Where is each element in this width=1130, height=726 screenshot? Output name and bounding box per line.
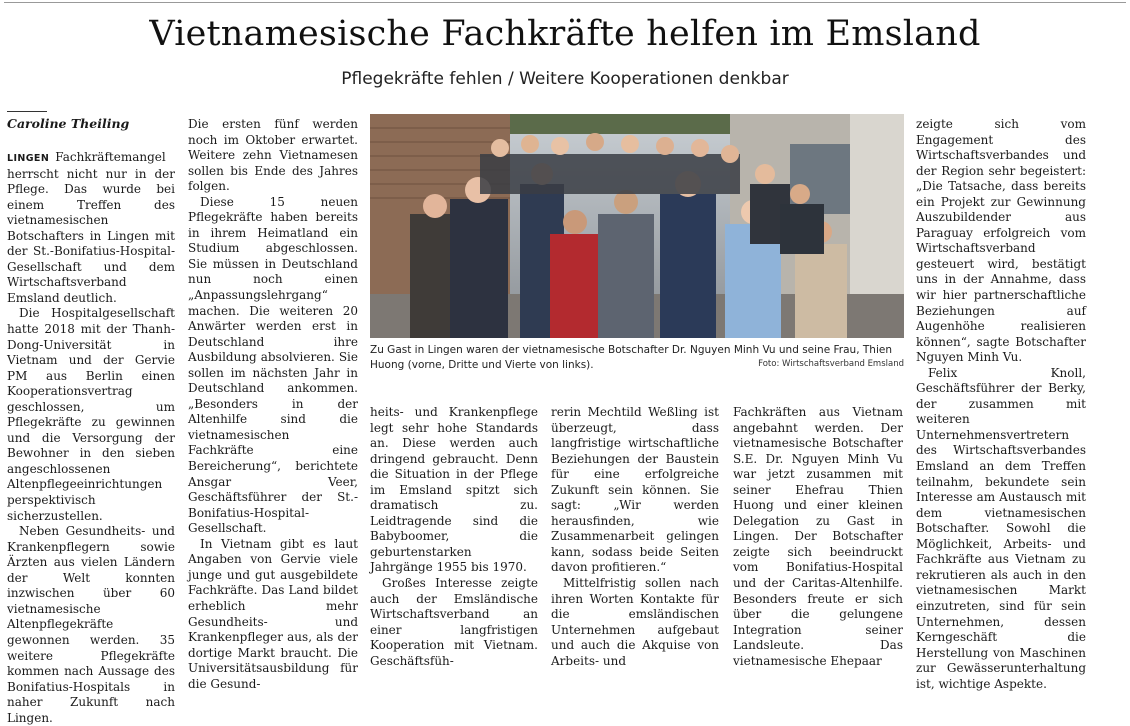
paragraph: LINGEN Fachkräftemangel herrscht nicht nur in der Pflege. Das wurde bei einem Treffen des vietnamesischen Botschafters in Lingen mit der St.-Bonifatius-Hospital-Gesellschaft und dem Wirtschaftsverband Emsland deutlich. (7, 150, 175, 305)
paragraph: In Vietnam gibt es laut Angaben von Gervie viele junge und gut ausgebildete Fachkräfte. Das Land bildet erheblich mehr Gesundheits- und Krankenpfleger aus, als der dortige Markt braucht. Die Universitätsausbildung für die Gesund- (188, 536, 358, 691)
group-photo (370, 114, 904, 338)
headline: Vietnamesische Fachkräfte helfen im Emsland (149, 14, 981, 54)
photo-caption: Zu Gast in Lingen waren der vietnamesische Botschafter Dr. Nguyen Minh Vu und seine Frau, Thien Huong (vorne, Dritte und Vierte von links). (370, 344, 892, 371)
paragraph: Großes Interesse zeigte auch der Emsländische Wirtschaftsverband an einer langfristigen Kooperation mit Vietnam. Geschäftsfüh- (370, 576, 538, 668)
article-column-1 (7, 150, 175, 726)
article-column-6 (916, 117, 1086, 692)
article-column-2 (188, 117, 358, 692)
paragraph: Neben Gesundheits- und Krankenpflegern sowie Ärzten aus vielen Ländern der Welt konnten inzwischen über 60 vietnamesische Altenpflegekräfte gewonnen werden. 35 weitere Pflegekräfte kommen nach Aussage des Bonifatius-Hospitals in naher Zukunft nach Lingen. (7, 524, 175, 725)
top-rule (4, 2, 1126, 3)
dateline: LINGEN (7, 153, 50, 164)
article-column-5 (733, 405, 903, 669)
paragraph: Felix Knoll, Geschäftsführer der Berky, der zusammen mit weiteren Unternehmensvertretern des Wirtschaftsverbandes Emsland an dem Treffen teilnahm, bekundete sein Interesse am Austausch mit dem vietnamesischen Botschafter. Sowohl die Möglichkeit, Arbeits- und Fachkräfte aus Vietnam zu rekrutieren als auch in den vietnamesischen Markt einzutreten, sind für sein Unternehmen, dessen Kerngeschäft die Herstellung von Maschinen zur Gewässerunterhaltung ist, wichtige Aspekte. (916, 365, 1086, 691)
author-rule (7, 111, 47, 112)
photo-credit: Foto: Wirtschaftsverband Emsland (758, 359, 904, 369)
paragraph: Diese 15 neuen Pflegekräfte haben bereits in ihrem Heimatland ein Studium abgeschlossen. Sie müssen in Deutschland nun noch einen „Anpassungslehrgang“ machen. Die weiteren 20 Anwärter werden erst in Deutschland ihre Ausbildung absolvieren. Sie sollen im nächsten Jahr in Deutschland ankommen. „Besonders in der Altenhilfe sind die vietnamesischen Fachkräfte eine Bereicherung“, berichtete Ansgar Veer, Geschäftsführer der St.-Bonifatius-Hospital-Gesellschaft. (188, 194, 358, 536)
paragraph: Mittelfristig sollen nach ihren Worten Kontakte für die emsländischen Unternehmen aufgebaut und auch die Akquise von Arbeits- und (551, 576, 719, 668)
paragraph: Fachkräften aus Vietnam angebahnt werden. Der vietnamesische Botschafter S.E. Dr. Nguyen Minh Vu war jetzt zusammen mit seiner Ehefrau Thien Huong und einer kleinen Delegation zu Gast in Lingen. Der Botschafter zeigte sich beeindruckt vom Bonifatius-Hospital und der Caritas-Altenhilfe. Besonders freute er sich über die gelungene Integration seiner Landsleute. Das vietnamesische Ehepaar (733, 405, 903, 668)
paragraph: zeigte sich vom Engagement des Wirtschaftsverbandes und der Region sehr begeistert: „Die Tatsache, dass bereits ein Projekt zur Gewinnung Auszubildender aus Paraguay erfolgreich vom Wirtschaftsverband gesteuert wird, bestätigt uns in der Annahme, dass wir hier partnerschaftliche Beziehungen auf Augenhöhe realisieren können“, sagte Botschafter Nguyen Minh Vu. (916, 117, 1086, 365)
article-column-4 (551, 405, 719, 669)
article-column-3 (370, 405, 538, 669)
paragraph: rerin Mechtild Weßling ist überzeugt, dass langfristige wirtschaftliche Beziehungen der Baustein für eine erfolgreiche Zukunft sein können. Sie sagt: „Wir werden herausfinden, wie Zusammenarbeit gelingen kann, sodass beide Seiten davon profitieren.“ (551, 405, 719, 575)
subheadline: Pflegekräfte fehlen / Weitere Kooperationen denkbar (341, 69, 789, 89)
author-byline: Caroline Theiling (7, 116, 130, 131)
paragraph: heits- und Krankenpflege legt sehr hohe Standards an. Diese werden auch dringend gebraucht. Denn die Situation in der Pflege im Emsland spitzt sich dramatisch zu. Leidtragende sind die Babyboomer, die geburtenstarken Jahrgänge 1955 bis 1970. (370, 405, 538, 575)
paragraph: Die ersten fünf werden noch im Oktober erwartet. Weitere zehn Vietnamesen sollen bis Ende des Jahres folgen. (188, 117, 358, 194)
paragraph: Die Hospitalgesellschaft hatte 2018 mit der Thanh-Dong-Universität in Vietnam und der Gervie PM aus Berlin einen Kooperationsvertrag geschlossen, um Pflegekräfte zu gewinnen und die Versorgung der Bewohner in den sieben angeschlossenen Altenpflegeeinrichtungen perspektivisch sicherzustellen. (7, 306, 175, 523)
